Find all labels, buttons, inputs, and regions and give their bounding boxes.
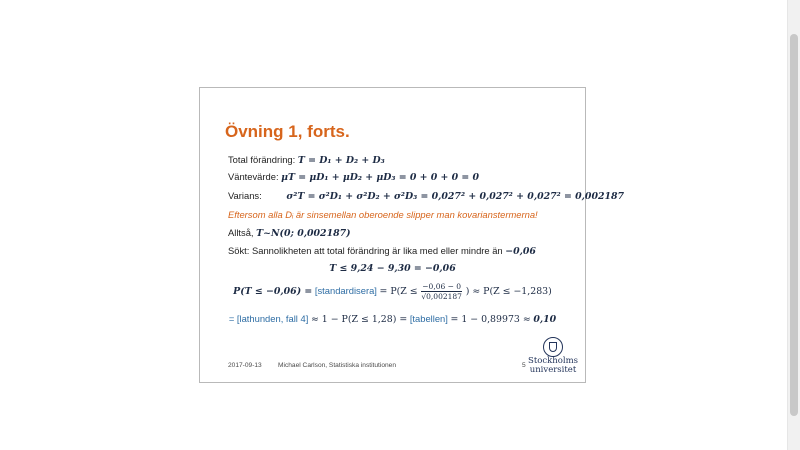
expected-value-line (228, 171, 479, 184)
lathunden-mid: ≈ 1 − P(Z ≤ 1,28) = (310, 314, 408, 325)
slide (199, 87, 625, 383)
footer-author: Michael Carlson, Statistiska institutionen (278, 362, 397, 369)
scrollbar[interactable] (787, 0, 800, 450)
hence-label: Alltså, (228, 227, 254, 238)
hence-equation: T~N(0; 0,002187) (256, 228, 351, 239)
total-label: Total förändring: (228, 154, 296, 165)
tabellen-note: [tabellen] (409, 313, 448, 324)
var-equation: σ²T = σ²D₁ + σ²D₂ + σ²D₃ = 0,027² + 0,027² + 0,027² = 0,002187 (286, 191, 625, 202)
sought-value: −0,06 (505, 246, 536, 257)
sought-text: Sannolikheten att total förändring är lika med eller mindre än (251, 245, 503, 256)
total-equation: T = D₁ + D₂ + D₃ (297, 155, 385, 166)
slide-title: Övning 1, forts. (225, 122, 350, 141)
university-logo (525, 337, 581, 377)
prob-left: P(T ≤ −0,06) = (233, 285, 313, 297)
sought-label: Sökt: (228, 245, 250, 256)
final-calc: = 1 − 0,89973 ≈ (450, 314, 531, 325)
hence-line (228, 227, 351, 240)
probability-line (200, 282, 585, 301)
footer-page-number: 5 (522, 362, 526, 369)
lathunden-note: = [lathunden, fall 4] (228, 313, 309, 324)
expect-label: Väntevärde: (228, 171, 279, 182)
logo-text-line1: Stockholms (528, 356, 578, 366)
independence-note: Eftersom alla Dᵢ är sinsemellan oberoende slipper man kovarianstermerna! (228, 209, 538, 220)
expect-equation: μT = μD₁ + μD₂ + μD₃ = 0 + 0 + 0 = 0 (281, 172, 480, 183)
total-change-line (228, 154, 385, 167)
final-value: 0,10 (533, 314, 557, 325)
z-fraction (421, 282, 462, 301)
condition-equation: T ≤ 9,24 − 9,30 = −0,06 (329, 263, 456, 274)
scrollbar-thumb[interactable] (790, 34, 798, 416)
prob-mid: = P(Z ≤ (379, 285, 418, 297)
fraction-denominator: √0,002187 (421, 292, 462, 301)
var-label: Varians: (228, 190, 262, 201)
standardize-note: [standardisera] (314, 284, 377, 296)
logo-text-line2: universitet (529, 364, 577, 375)
variance-line (228, 190, 624, 203)
fraction-numerator: −0,06 − 0 (422, 282, 462, 291)
condition-line (200, 262, 585, 274)
result-line (200, 313, 585, 325)
crown-crest-icon (543, 337, 563, 357)
footer-date: 2017-09-13 (228, 362, 262, 369)
sought-line (228, 245, 536, 258)
prob-right: ) ≈ P(Z ≤ −1,283) (465, 285, 552, 297)
